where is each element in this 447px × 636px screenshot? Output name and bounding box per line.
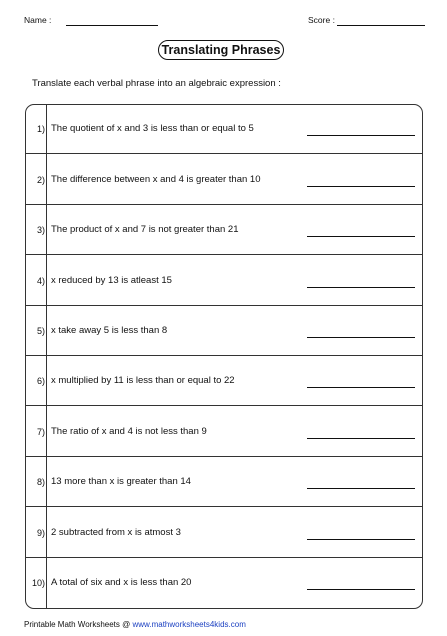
- question-number: 8): [36, 477, 45, 487]
- row-divider: [25, 254, 423, 255]
- question-row: [25, 256, 423, 306]
- answer-line[interactable]: [307, 135, 415, 136]
- question-phrase: 2 subtracted from x is atmost 3: [51, 527, 181, 538]
- question-phrase: A total of six and x is less than 20: [51, 577, 192, 588]
- footer-prefix: Printable Math Worksheets @: [24, 620, 131, 629]
- footer-site-link[interactable]: www.mathworksheets4kids.com: [132, 620, 246, 629]
- question-phrase: The difference between x and 4 is greater than 10: [51, 174, 261, 185]
- question-number: 6): [36, 376, 45, 386]
- score-blank-line[interactable]: [337, 25, 425, 26]
- question-row: [25, 457, 423, 507]
- question-number: 4): [36, 276, 45, 286]
- answer-line[interactable]: [307, 337, 415, 338]
- question-phrase: x multiplied by 11 is less than or equal to 22: [51, 375, 235, 386]
- question-phrase: The ratio of x and 4 is not less than 9: [51, 426, 207, 437]
- answer-line[interactable]: [307, 287, 415, 288]
- row-divider: [25, 506, 423, 507]
- answer-line[interactable]: [307, 589, 415, 590]
- question-phrase: x take away 5 is less than 8: [51, 325, 168, 336]
- question-row: [25, 407, 423, 457]
- answer-line[interactable]: [307, 488, 415, 489]
- name-label: Name :: [24, 15, 52, 25]
- question-phrase: The product of x and 7 is not greater than 21: [51, 224, 239, 235]
- answer-line[interactable]: [307, 186, 415, 187]
- question-phrase: The quotient of x and 3 is less than or equal to 5: [51, 123, 254, 134]
- instructions-text: Translate each verbal phrase into an algebraic expression :: [32, 78, 281, 89]
- question-row: [25, 508, 423, 558]
- row-divider: [25, 405, 423, 406]
- question-number: 9): [36, 528, 45, 538]
- row-divider: [25, 153, 423, 154]
- question-row: [25, 306, 423, 356]
- question-number: 3): [36, 225, 45, 235]
- question-number: 7): [36, 427, 45, 437]
- question-row: [25, 205, 423, 255]
- question-phrase: 13 more than x is greater than 14: [51, 476, 191, 487]
- question-number: 2): [36, 175, 45, 185]
- question-row: [25, 104, 423, 154]
- question-number: 10): [31, 578, 45, 588]
- question-number: 1): [36, 124, 45, 134]
- question-phrase: x reduced by 13 is atleast 15: [51, 275, 172, 286]
- name-blank-line[interactable]: [66, 25, 158, 26]
- worksheet-title: Translating Phrases: [158, 40, 284, 60]
- question-number: 5): [36, 326, 45, 336]
- answer-line[interactable]: [307, 387, 415, 388]
- score-label: Score :: [308, 15, 335, 25]
- question-row: [25, 155, 423, 205]
- answer-line[interactable]: [307, 539, 415, 540]
- answer-line[interactable]: [307, 438, 415, 439]
- answer-line[interactable]: [307, 236, 415, 237]
- footer: [24, 620, 246, 629]
- question-row: [25, 558, 423, 608]
- question-row: [25, 356, 423, 406]
